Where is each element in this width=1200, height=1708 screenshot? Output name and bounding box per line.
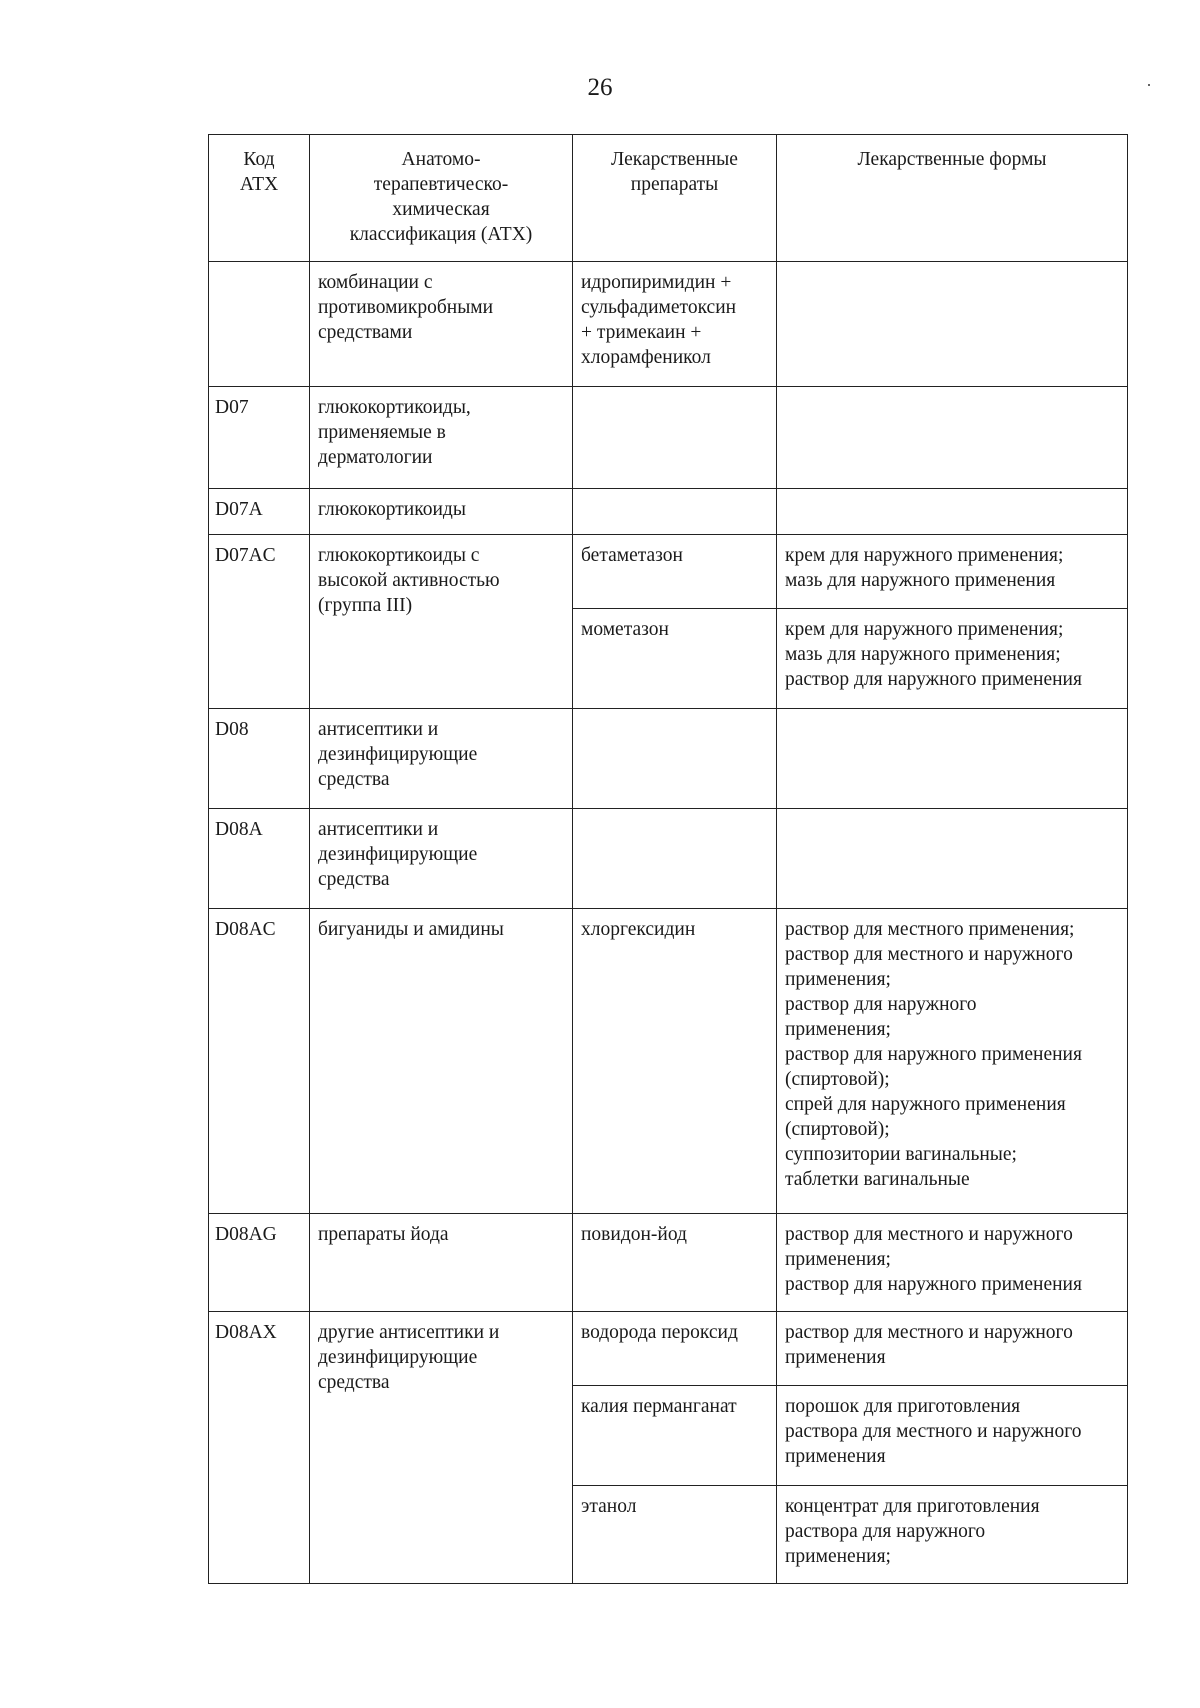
table-row	[209, 909, 1128, 1214]
page-number: 26	[587, 74, 613, 101]
row-atc: глюкокортикоиды	[310, 489, 573, 535]
row-drug: калия перманганат	[573, 1386, 777, 1486]
form-item: раствор для наружного применения	[785, 669, 1082, 690]
header-code: Код АТХ	[209, 135, 310, 262]
form-item: крем для наружного применения;	[785, 545, 1064, 566]
form-item: раствор для местного и наружного применения;	[785, 1224, 1073, 1270]
table-row	[209, 535, 1128, 609]
row-atc: глюкокортикоиды, применяемые в дерматологии	[310, 387, 573, 489]
table-row	[209, 709, 1128, 809]
row-drug: водорода пероксид	[573, 1312, 777, 1386]
header-drugs: Лекарственные препараты	[573, 135, 777, 262]
row-atc: комбинации с противомикробными средствами	[310, 262, 573, 387]
row-forms	[777, 709, 1128, 809]
row-drug: идропиримидин + сульфадиметоксин + тримекаин + хлорамфеникол	[573, 262, 777, 387]
row-code: D07A	[209, 489, 310, 535]
row-forms	[777, 262, 1128, 387]
row-drug: хлоргексидин	[573, 909, 777, 1214]
row-drug	[573, 809, 777, 909]
form-item: раствор для наружного применения;	[785, 994, 977, 1040]
form-item: мазь для наружного применения;	[785, 644, 1061, 665]
form-item: раствор для местного применения;	[785, 919, 1075, 940]
row-atc: другие антисептики и дезинфицирующие средства	[310, 1312, 573, 1584]
table-header-row	[209, 135, 1128, 262]
header-atc-classification: Анатомо- терапевтическо- химическая классификация (АТХ)	[310, 135, 573, 262]
form-item: концентрат для приготовления раствора для наружного применения;	[785, 1496, 1040, 1567]
row-forms	[777, 609, 1128, 709]
table-row	[209, 489, 1128, 535]
row-code: D08A	[209, 809, 310, 909]
row-atc: антисептики и дезинфицирующие средства	[310, 709, 573, 809]
row-atc: антисептики и дезинфицирующие средства	[310, 809, 573, 909]
row-code: D08AC	[209, 909, 310, 1214]
form-item: суппозитории вагинальные;	[785, 1144, 1017, 1165]
row-atc: глюкокортикоиды с высокой активностью (группа III)	[310, 535, 573, 709]
row-drug	[573, 489, 777, 535]
row-drug	[573, 387, 777, 489]
row-code: D08	[209, 709, 310, 809]
row-drug: повидон-йод	[573, 1214, 777, 1312]
row-code: D08AX	[209, 1312, 310, 1584]
row-code: D08AG	[209, 1214, 310, 1312]
row-forms	[777, 1214, 1128, 1312]
form-item: раствор для наружного применения	[785, 1274, 1082, 1295]
form-item: раствор для местного и наружного применения;	[785, 944, 1073, 990]
row-code: D07	[209, 387, 310, 489]
scan-speck	[1148, 84, 1150, 86]
row-forms	[777, 809, 1128, 909]
row-code: D07AC	[209, 535, 310, 709]
row-forms	[777, 1486, 1128, 1584]
row-drug: этанол	[573, 1486, 777, 1584]
form-item: таблетки вагинальные	[785, 1169, 970, 1190]
table-row	[209, 387, 1128, 489]
row-atc: бигуаниды и амидины	[310, 909, 573, 1214]
row-drug: мометазон	[573, 609, 777, 709]
row-forms	[777, 909, 1128, 1214]
table-row	[209, 1312, 1128, 1386]
row-code	[209, 262, 310, 387]
row-forms	[777, 535, 1128, 609]
table-row	[209, 809, 1128, 909]
row-forms	[777, 489, 1128, 535]
form-item: спрей для наружного применения (спиртовой);	[785, 1094, 1066, 1140]
form-item: мазь для наружного применения	[785, 570, 1056, 591]
row-drug	[573, 709, 777, 809]
row-forms	[777, 1386, 1128, 1486]
form-item: крем для наружного применения;	[785, 619, 1064, 640]
header-forms: Лекарственные формы	[777, 135, 1128, 262]
row-forms	[777, 1312, 1128, 1386]
row-drug: бетаметазон	[573, 535, 777, 609]
form-item: порошок для приготовления раствора для местного и наружного применения	[785, 1396, 1082, 1467]
form-item: раствор для наружного применения (спиртовой);	[785, 1044, 1082, 1090]
table-row	[209, 1214, 1128, 1312]
atc-table	[208, 134, 1128, 1584]
row-atc: препараты йода	[310, 1214, 573, 1312]
table-row	[209, 262, 1128, 387]
row-forms	[777, 387, 1128, 489]
form-item: раствор для местного и наружного применения	[785, 1322, 1073, 1368]
